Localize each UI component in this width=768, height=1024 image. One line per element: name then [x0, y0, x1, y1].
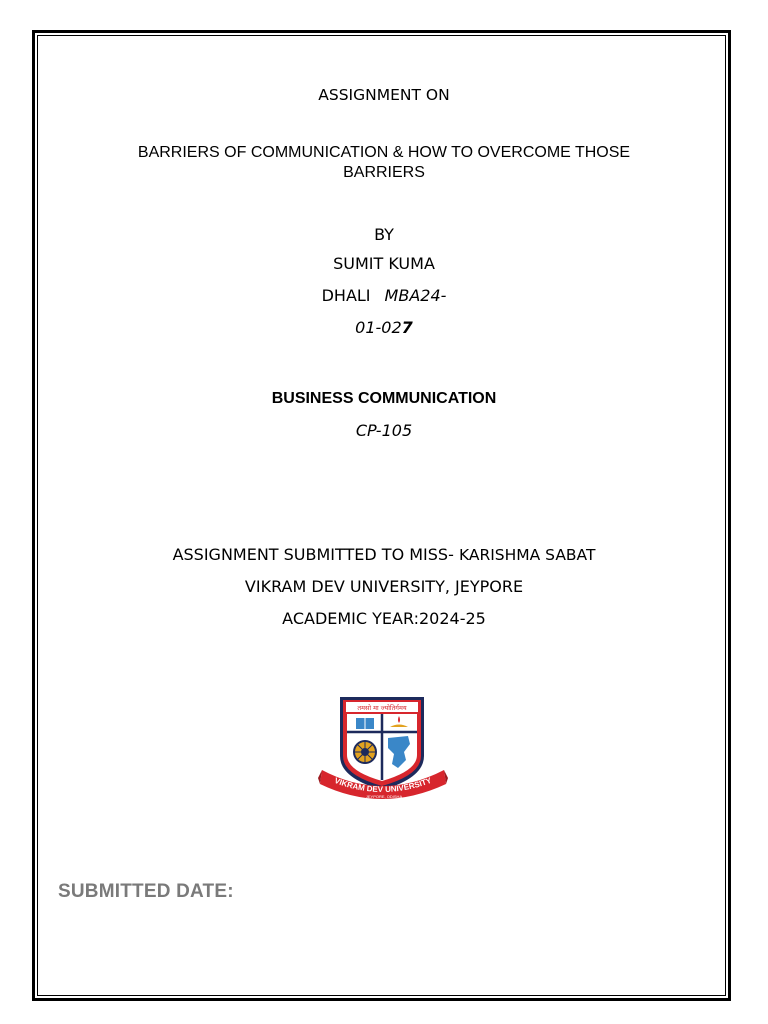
emblem-motto: तमसो मा ज्योतिर्गमय [357, 704, 407, 712]
author-name-line-1: SUMIT KUMA [333, 254, 435, 273]
academic-year: ACADEMIC YEAR:2024-25 [282, 609, 486, 628]
emblem-ribbon-text: VIKRAM DEV UNIVERSITY [333, 775, 433, 795]
by-label: BY [374, 225, 394, 244]
roll-number-line-2 [0, 318, 768, 337]
roll-number-part-2: 01-02 [355, 318, 402, 337]
teacher-name: KARISHMA SABAT [458, 546, 596, 564]
author-name-line-2 [0, 286, 768, 305]
author-surname: DHALI [321, 286, 371, 305]
submitted-date-label: SUBMITTED DATE: [58, 881, 234, 902]
subject-name: BUSINESS COMMUNICATION [271, 390, 497, 407]
assignment-title: ASSIGNMENT ON [318, 86, 450, 104]
emblem-subtext: JEYPORE, ODISHA [365, 794, 403, 799]
university-name: VIKRAM DEV UNIVERSITY, JEYPORE [244, 577, 524, 596]
roll-number-part-1: MBA24- [384, 286, 447, 305]
submitted-to-label: ASSIGNMENT SUBMITTED TO MISS- [172, 545, 459, 564]
topic-line-2: BARRIERS [343, 164, 425, 181]
university-emblem [318, 694, 448, 806]
topic-line-1: BARRIERS OF COMMUNICATION & HOW TO OVERCOME THOSE [137, 144, 631, 161]
submitted-to-line [0, 545, 768, 564]
roll-number-part-3: 7 [401, 318, 413, 337]
course-code: CP-105 [355, 421, 413, 440]
